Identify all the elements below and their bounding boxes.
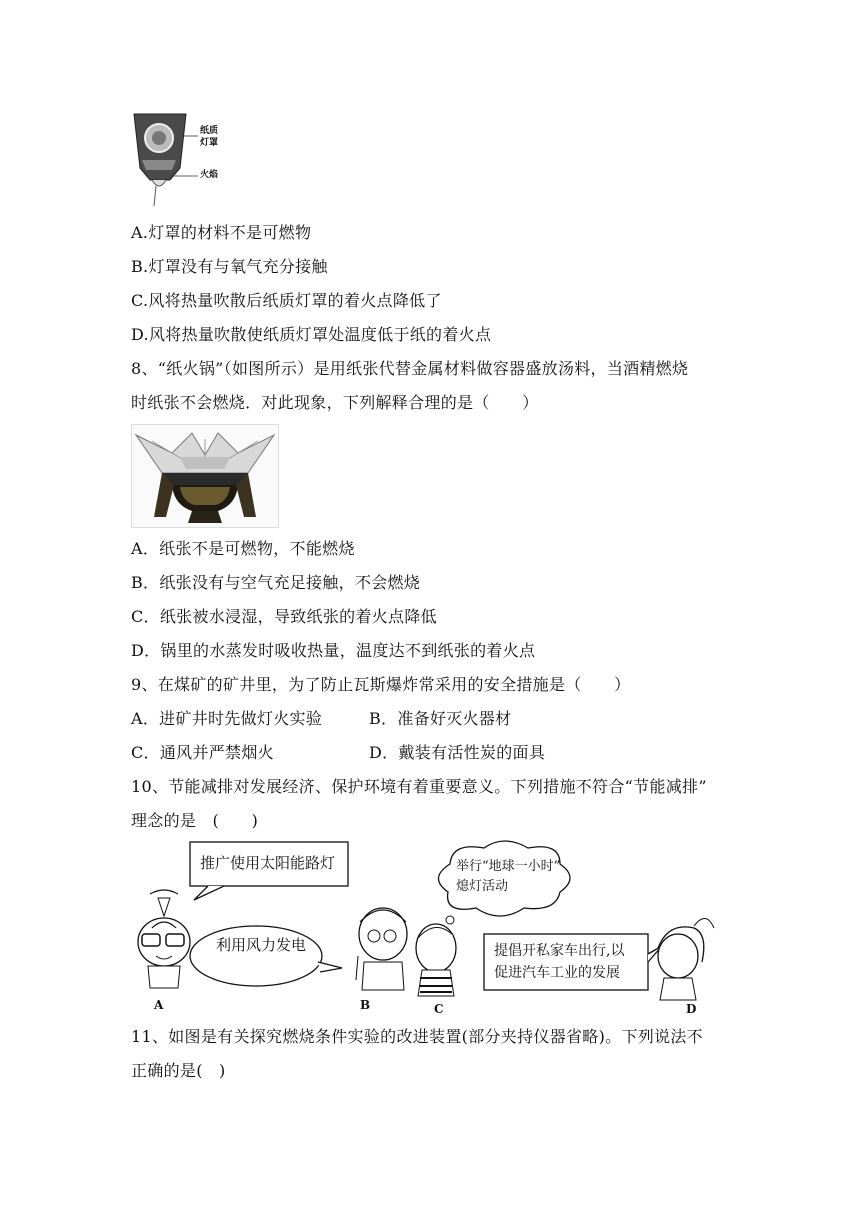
q8-option-c: C．纸张被水浸湿，导致纸张的着火点降低 [131,607,437,626]
q9-option-a: A．进矿井时先做灯火实验 [131,709,323,728]
q7-option-b: B.灯罩没有与氧气充分接触 [131,257,328,276]
cartoon-letter-c: C [434,1002,444,1016]
q8-option-a: A．纸张不是可燃物，不能燃烧 [131,539,355,558]
label-paper-shade-2: 灯罩 [200,138,219,148]
q10-stem-line1: 10、节能减排对发展经济、保护环境有着重要意义。下列措施不符合“节能减排” [131,777,707,796]
q9-option-d: D．戴装有活性炭的面具 [369,743,546,762]
q8-stem-line1: 8、“纸火锅”（如图所示）是用纸张代替金属材料做容器盛放汤料，当酒精燃烧 [131,359,689,378]
bubble-d-text-2: 促进汽车工业的发展 [494,965,620,981]
q9-option-b: B．准备好灭火器材 [369,709,512,728]
paper-hotpot-photo [131,424,279,528]
bubble-c-text-2: 熄灯活动 [456,879,509,894]
q7-option-d: D.风将热量吹散使纸质灯罩处温度低于纸的着火点 [131,325,492,344]
bubble-b-text: 利用风力发电 [216,936,307,954]
cartoon-letter-b: B [360,998,371,1012]
q10-stem-line2: 理念的是 ( ) [131,811,259,830]
bubble-c-text-1: 举行“地球一小时” [456,859,561,874]
cartoon-letter-d: D [686,1002,697,1016]
bubble-d-text-1: 提倡开私家车出行,以 [494,943,625,959]
label-flame: 火焰 [200,170,219,180]
q8-stem-line2: 时纸张不会燃烧．对此现象，下列解释合理的是（ ） [131,393,539,412]
q9-stem: 9、在煤矿的矿井里，为了防止瓦斯爆炸常采用的安全措施是（ ） [131,675,631,694]
q8-option-d: D．锅里的水蒸发时吸收热量，温度达不到纸张的着火点 [131,641,536,660]
energy-saving-cartoon [128,838,728,1018]
q7-option-c: C.风将热量吹散后纸质灯罩的着火点降低了 [131,291,442,310]
q9-option-c: C．通风并严禁烟火 [131,743,274,762]
sky-lantern-figure [128,110,228,210]
bubble-a-text: 推广使用太阳能路灯 [200,854,336,872]
sky-lantern-image [128,110,228,210]
q7-option-a: A.灯罩的材料不是可燃物 [131,223,312,242]
q11-stem-line1: 11、如图是有关探究燃烧条件实验的改进装置(部分夹持仪器省略)。下列说法不 [131,1027,703,1046]
q8-option-b: B．纸张没有与空气充足接触，不会燃烧 [131,573,421,592]
cartoon-letter-a: A [154,998,164,1012]
q11-stem-line2: 正确的是( ) [131,1061,226,1080]
paper-hotpot-image [132,425,278,527]
label-paper-shade-1: 纸质 [200,126,219,136]
